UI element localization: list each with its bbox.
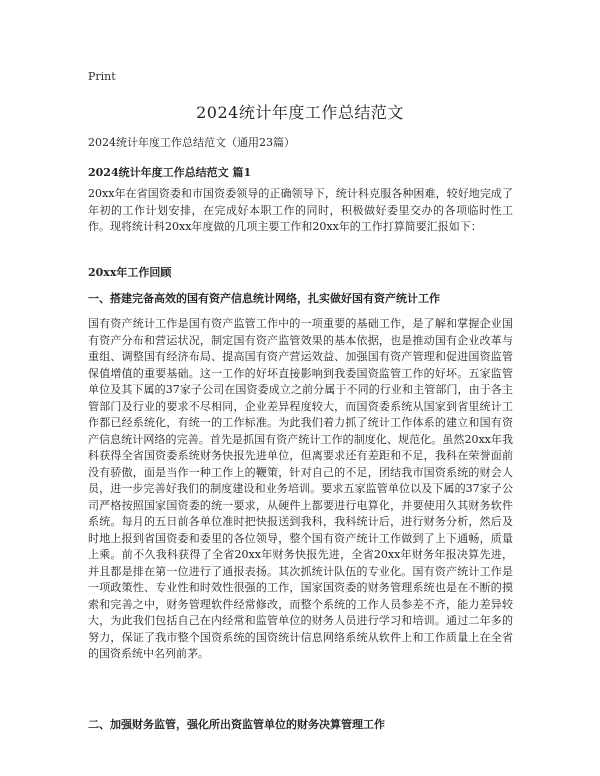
section1-heading: 一、搭建完备高效的国有资产信息统计网络，扎实做好国有资产统计工作	[88, 292, 440, 305]
review-heading: 20xx年工作回顾	[88, 266, 172, 279]
intro-text: 20xx年在省国资委和市国资委领导的正确领导下，统计科克服各种困难，较好地完成了年初的工作计划安排，在完成好本职工作的同时，积极做好委里交办的各项临时性工作。现将统计科20xx年度做的几项主要工作和20xx年的工作打算简要汇报如下：	[88, 187, 513, 233]
section2-heading: 二、加强财务监管，强化所出资监管单位的财务决算管理工作	[88, 718, 385, 731]
intro-paragraph	[88, 186, 513, 236]
document-subtitle: 2024统计年度工作总结范文（通用23篇）	[88, 136, 295, 149]
section1-text: 国有资产统计工作是国有资产监管工作中的一项重要的基础工作，是了解和掌握企业国有资产分布和营运状况，制定国有资产监管效果的基本依据，也是推动国有企业改革与重组、调整国有经济布局、提高国有资产营运效益、加强国有资产管理和促进国资监管保值增值的重要基础。这一工作的好坏直接影响到我委国资监管工作的好坏。五家监管单位及其下属的37家子公司在国资委成立之前分属于不同的行业和主管部门，由于各主管部门及行业的要求不尽相同，企业差异程度较大，而国资委系统从国家到省里统计工作都已经系统化，有统一的工作标准。为此我们着力抓了统计工作体系的建立和国有资产信息统计网络的完善。首先是抓国有资产统计工作的制度化、规范化。虽然20xx年我科获得全省国资委系统财务快报先进单位，但离要求还有差距和不足，我科在荣誉面前没有骄傲，面是当作一种工作上的鞭策，针对自己的不足，团结我市国资系统的财会人员，进一步完善好我们的制度建设和业务培训。要求五家监管单位以及下属的37家子公司严格按照国家国资委的统一要求，从硬件上都要进行电算化，并要使用久其财务软件系统。每月的五日前各单位准时把快报送到我科，我科统计后，进行财务分析，然后及时地上报到省国资委和委里的各位领导，整个国有资产统计工作做到了上下通畅，质量上乘。前不久我科获得了全省20xx年财务快报先进，全省20xx年财务年报决算先进，并且都是排在第一位进行了通报表扬。其次抓统计队伍的专业化。国有资产统计工作是一项政策性、专业性和时效性很强的工作，国家国资委的财务管理系统也是在不断的摸索和完善之中，财务管理软件经常修改，而整个系统的工作人员参差不齐，能力差异较大，为此我们包括自己在内经常和监管单位的财务人员进行学习和培训。通过二年多的努力，保证了我市整个国资系统的国资统计信息网络系统从软件上和工作质量上在全省的国资系统中名列前茅。	[88, 317, 513, 660]
print-label[interactable]: Print	[88, 70, 116, 83]
page-title: 2024统计年度工作总结范文	[196, 103, 404, 122]
section1-paragraph	[88, 316, 513, 663]
article-heading: 2024统计年度工作总结范文 篇1	[88, 166, 252, 179]
